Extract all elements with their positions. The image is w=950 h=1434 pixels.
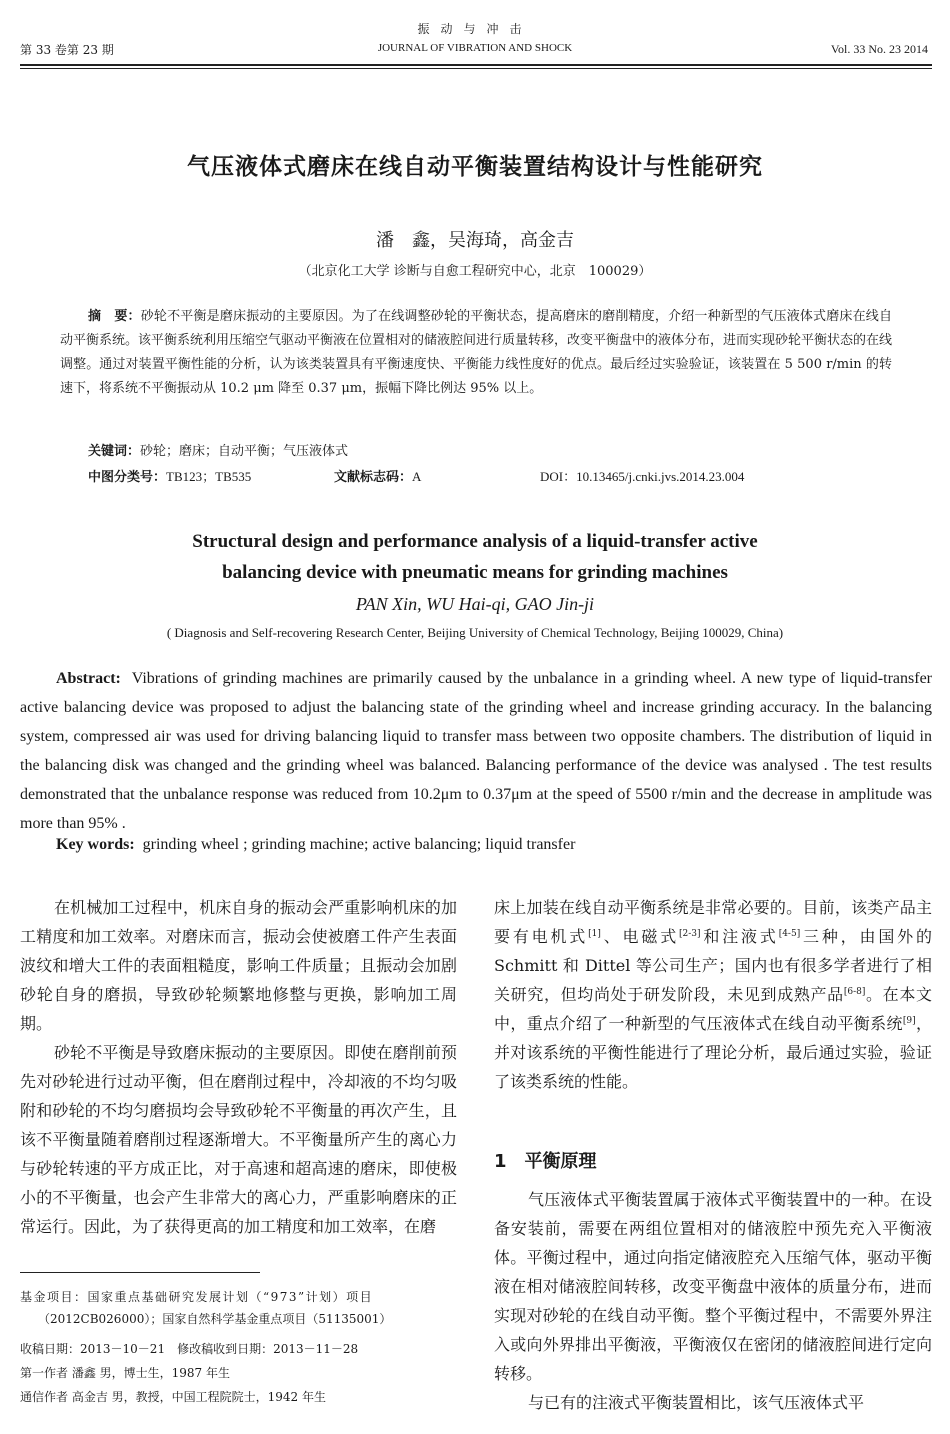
body-text: 床上加装在线自动平衡系统是非常必要的。目前，该类产品主要有电机式 xyxy=(494,898,932,946)
header-rule-thin xyxy=(20,68,932,69)
journal-title-en: JOURNAL OF VIBRATION AND SHOCK xyxy=(377,42,573,54)
body-text: 、电磁式 xyxy=(600,927,680,946)
body-text: ，并对该系统的平衡性能进行了理论分析，最后通过实验，验证了该类系统的性能。 xyxy=(494,1014,932,1091)
document-code xyxy=(334,466,421,485)
doi: DOI：10.13465/j.cnki.jvs.2014.23.004 xyxy=(540,469,745,484)
funding-line: （2012CB026000）；国家自然科学基金重点项目（51135001） xyxy=(38,1312,392,1326)
keywords-en xyxy=(56,836,575,854)
footnote-dates: 收稿日期：2013－10－21 修改稿收到日期：2013－11－28 xyxy=(20,1342,359,1356)
keywords-en-label: Key words: xyxy=(56,836,135,853)
doc-code-label: 文献标志码： xyxy=(334,470,413,485)
clc-text: TB123；TB535 xyxy=(166,469,252,484)
citation[interactable]: [2-3] xyxy=(679,929,701,939)
header-rule-thick xyxy=(20,64,932,66)
section-heading: 1 平衡原理 xyxy=(494,1151,597,1172)
body-left-column xyxy=(20,893,457,1241)
abstract-cn xyxy=(60,305,892,401)
body-paragraph: 砂轮不平衡是导致磨床振动的主要原因。即使在磨削前预先对砂轮进行过动平衡，但在磨削过程中，冷却液的不均匀吸附和砂轮的不均匀磨损均会导致砂轮不平衡量的再次产生，且该不平衡量随着磨削过程逐渐增大。不平衡量所产生的离心力与砂轮转速的平方成正比，对于高速和超高速的磨床，即使极小的不平衡量，也会产生非常大的离心力，严重影响磨床的正常运行。因此，为了获得更高的加工精度和加工效率，在磨 xyxy=(20,1043,457,1236)
abstract-en-text: Vibrations of grinding machines are primarily caused by the unbalance in a grinding wheel. A new type of liquid-transfer active balancing device was proposed to adjust the balancing state of the grinding wheel and increase grinding accuracy. In the balancing system, compressed air was used for driving balancing liquid to transfer mass between two opposite chambers. The distribution of liquid in the balancing disk was changed and the grinding wheel was balanced. Balancing performance of the device was analysed . The test results demonstrated that the unbalance response was reduced from 10.2μm to 0.37μm at the speed of 5500 r/min and the decrease in amplitude was more than 95% . xyxy=(20,670,932,832)
issue-en: Vol. 33 No. 23 2014 xyxy=(830,42,928,56)
paper-title-cn: 气压液体式磨床在线自动平衡装置结构设计与性能研究 xyxy=(187,154,763,180)
body-paragraph: 气压液体式平衡装置属于液体式平衡装置中的一种。在设备安装前，需要在两组位置相对的储液腔中预先充入平衡液体。平衡过程中，通过向指定储液腔充入压缩气体，驱动平衡液在相对储液腔间转移，改变平衡盘中液体的质量分布，进而实现对砂轮的在线自动平衡。整个平衡过程中，不需要外界注入或向外界排出平衡液，平衡液仅在密闭的储液腔间进行定向转移。 xyxy=(494,1190,932,1383)
clc-label: 中图分类号： xyxy=(88,470,167,485)
footnote-funding xyxy=(20,1286,457,1330)
body-text: 。在本文中，重点介绍了一种新型的气压液体式在线自动平衡系统 xyxy=(494,985,932,1033)
clc-number xyxy=(88,466,251,485)
authors-en: PAN Xin, WU Hai-qi, GAO Jin-ji xyxy=(355,594,595,614)
citation[interactable]: [9] xyxy=(902,1016,916,1026)
body-paragraph xyxy=(494,893,932,1096)
keywords-cn-label: 关键词： xyxy=(88,444,141,459)
paper-title-en-line1: Structural design and performance analysis of a liquid-transfer active xyxy=(192,531,758,552)
journal-title-cn: 振动与冲击 xyxy=(417,22,533,36)
footnote-rule xyxy=(20,1272,260,1273)
body-right-column-bottom xyxy=(494,1185,932,1417)
keywords-cn-text: 砂轮；磨床；自动平衡；气压液体式 xyxy=(140,444,349,459)
abstract-en-label: Abstract: xyxy=(56,670,121,687)
citation[interactable]: [1] xyxy=(588,929,601,939)
body-paragraph: 在机械加工过程中，机床自身的振动会严重影响机床的加工精度和加工效率。对磨床而言，振动会使被磨工件产生表面波纹和增大工件的表面粗糙度，影响工件质量；且振动会加剧砂轮自身的磨损，导致砂轮频繁地修整与更换，影响加工周期。 xyxy=(20,898,457,1033)
authors-cn: 潘 鑫，吴海琦，高金吉 xyxy=(376,230,574,251)
affiliation-en: ( Diagnosis and Self-recovering Research Center, Beijing University of Chemical Technology, Beijing 100029, China) xyxy=(166,625,784,640)
body-text: 和注液式 xyxy=(700,927,779,946)
citation[interactable]: [6-8] xyxy=(843,987,866,997)
citation[interactable]: [4-5] xyxy=(778,929,801,939)
abstract-en xyxy=(20,664,932,838)
footnote-first-author: 第一作者 潘鑫 男，博士生，1987 年生 xyxy=(20,1366,230,1380)
doc-code-text: A xyxy=(412,469,422,484)
body-right-column-top xyxy=(494,893,932,1096)
abstract-cn-text: 砂轮不平衡是磨床振动的主要原因。为了在线调整砂轮的平衡状态，提高磨床的磨削精度，介绍一种新型的气压液体式磨床在线自动平衡系统。该平衡系统利用压缩空气驱动平衡液在位置相对的储液腔间进行质量转移，改变平衡盘中的液体分布，进而实现砂轮平衡状态的在线调整。通过对装置平衡性能的分析，认为该类装置具有平衡速度快、平衡能力线性度好的优点。最后经过实验验证，该装置在 5 500 r/min 的转速下，将系统不平衡振动从 10.2 μm 降至 0.37 μm，振幅下降比例达 95% 以上。 xyxy=(60,309,893,396)
abstract-cn-label: 摘 要： xyxy=(88,309,141,324)
keywords-cn xyxy=(88,440,348,459)
affiliation-cn: （北京化工大学 诊断与自愈工程研究中心，北京 100029） xyxy=(298,264,652,279)
funding-line: 基金项目：国家重点基础研究发展计划（“973”计划）项目 xyxy=(20,1290,374,1304)
keywords-en-text: grinding wheel ; grinding machine; active balancing; liquid transfer xyxy=(142,836,576,853)
issue-cn: 第 33 卷第 23 期 xyxy=(20,43,114,57)
footnote-corresponding-author: 通信作者 高金吉 男，教授，中国工程院院士，1942 年生 xyxy=(20,1390,326,1404)
body-text: 三种，由国外的 Schmitt 和 Dittel 等公司生产；国内也有很多学者进行了相关研究，但均尚处于研发阶段，未见到成熟产品 xyxy=(494,927,932,1004)
paper-title-en-line2: balancing device with pneumatic means for grinding machines xyxy=(222,562,728,583)
body-paragraph: 与已有的注液式平衡装置相比，该气压液体式平 xyxy=(528,1393,865,1412)
